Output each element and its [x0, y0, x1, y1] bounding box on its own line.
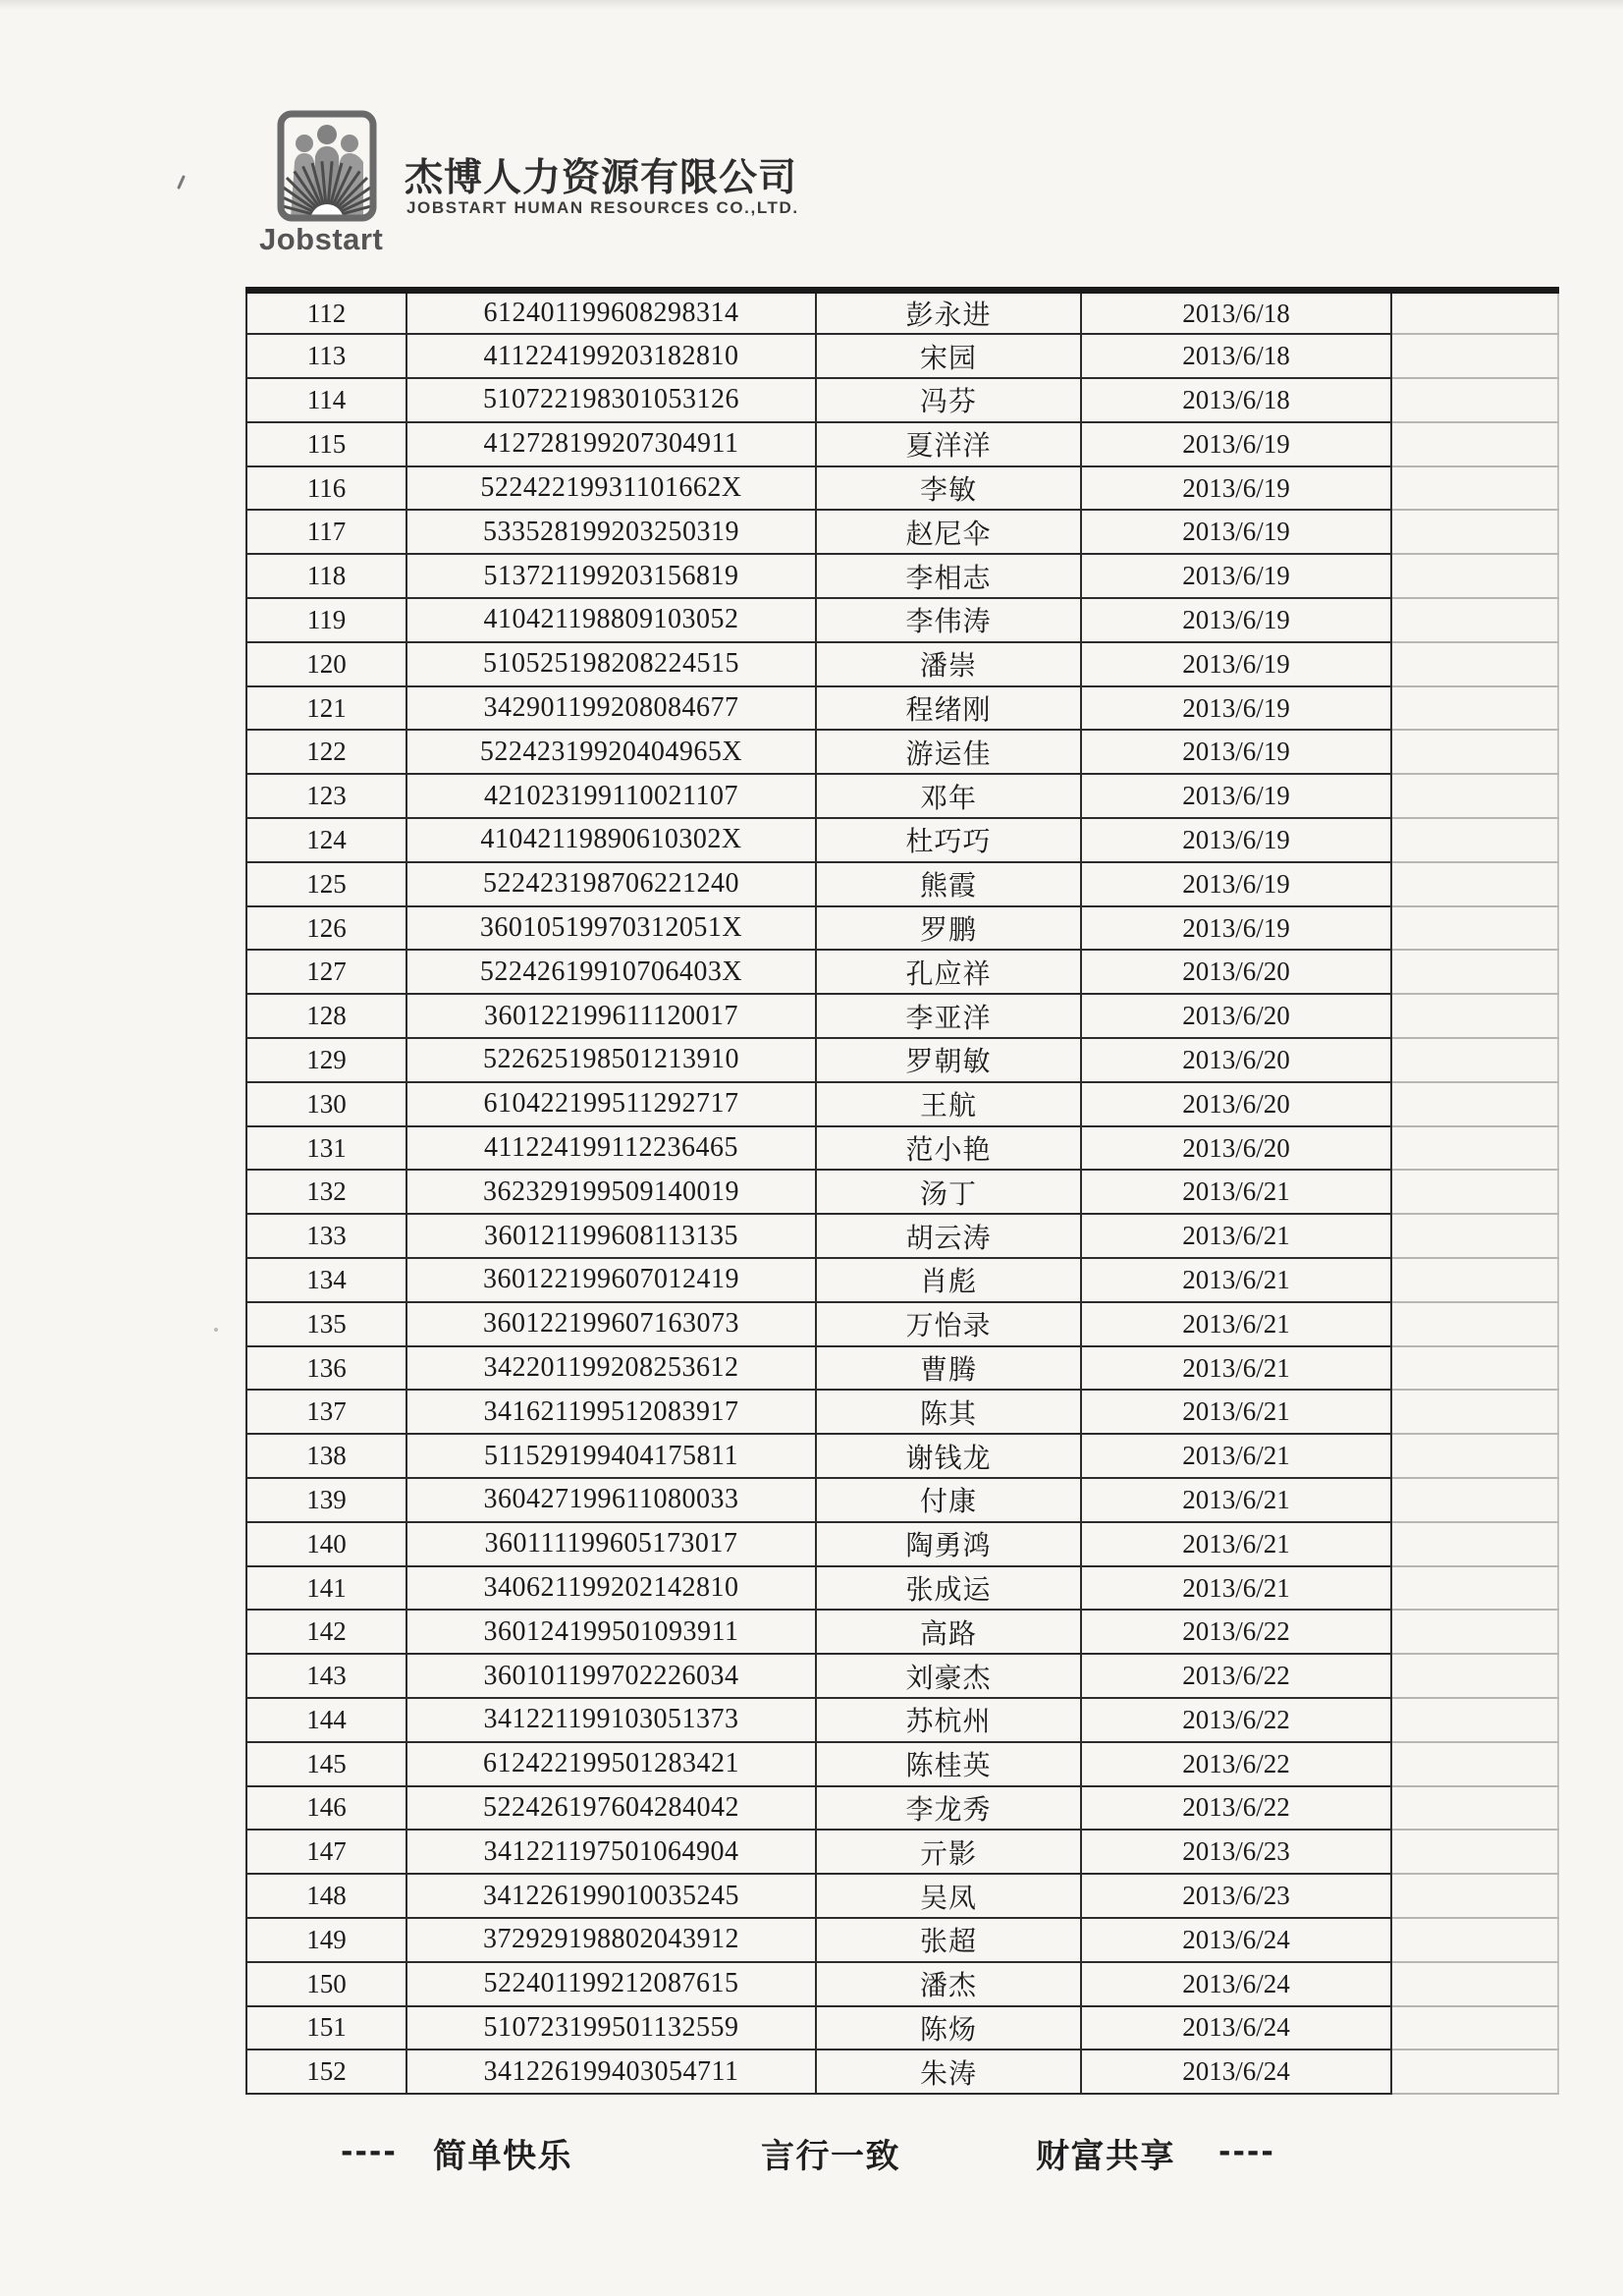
table-row: [246, 1830, 1558, 1874]
date-cell: 2013/6/23: [1081, 1830, 1391, 1874]
name-cell: 潘崇: [816, 642, 1081, 686]
name-cell: 陈其: [816, 1390, 1081, 1434]
footer-dash-right: ----: [1218, 2135, 1275, 2169]
footer-slogan-simple-happy: 简单快乐: [433, 2137, 572, 2176]
name-cell: 张超: [816, 1918, 1081, 1962]
row-number-cell: 138: [246, 1434, 406, 1478]
blank-cell: [1391, 1698, 1558, 1742]
row-number-cell: 148: [246, 1874, 406, 1918]
table-row: [246, 1874, 1558, 1918]
blank-cell: [1391, 1654, 1558, 1698]
blank-cell: [1391, 906, 1558, 951]
name-cell: 朱涛: [816, 2050, 1081, 2094]
name-cell: 曹腾: [816, 1346, 1081, 1391]
id-number-cell: 342201199208253612: [406, 1346, 816, 1391]
row-number-cell: 122: [246, 730, 406, 774]
blank-cell: [1391, 686, 1558, 731]
people-sunrise-icon: [273, 106, 381, 226]
table-row: [246, 334, 1558, 378]
table-row: [246, 1654, 1558, 1698]
date-cell: 2013/6/23: [1081, 1874, 1391, 1918]
table-row: [246, 994, 1558, 1038]
row-number-cell: 141: [246, 1566, 406, 1611]
row-number-cell: 117: [246, 510, 406, 554]
blank-cell: [1391, 1170, 1558, 1214]
id-number-cell: 372929198802043912: [406, 1918, 816, 1962]
name-cell: 张成运: [816, 1566, 1081, 1611]
blank-cell: [1391, 378, 1558, 422]
row-number-cell: 114: [246, 378, 406, 422]
id-number-cell: 52242619910706403X: [406, 950, 816, 994]
name-cell: 李龙秀: [816, 1786, 1081, 1831]
blank-cell: [1391, 291, 1558, 335]
table-row: [246, 1038, 1558, 1082]
row-number-cell: 142: [246, 1610, 406, 1654]
date-cell: 2013/6/21: [1081, 1214, 1391, 1258]
row-number-cell: 149: [246, 1918, 406, 1962]
id-number-cell: 513721199203156819: [406, 554, 816, 598]
date-cell: 2013/6/22: [1081, 1742, 1391, 1786]
row-number-cell: 123: [246, 774, 406, 818]
date-cell: 2013/6/21: [1081, 1258, 1391, 1302]
table-row: [246, 291, 1558, 335]
name-cell: 赵尼伞: [816, 510, 1081, 554]
date-cell: 2013/6/19: [1081, 818, 1391, 862]
footer-slogan-shared-wealth: 财富共享: [1036, 2137, 1175, 2176]
name-cell: 吴凤: [816, 1874, 1081, 1918]
scan-speck: [177, 175, 186, 190]
company-name-chinese: 杰博人力资源有限公司: [405, 156, 798, 200]
table-row: [246, 862, 1558, 906]
scan-speck: [214, 1328, 218, 1332]
row-number-cell: 152: [246, 2050, 406, 2094]
table-row: [246, 730, 1558, 774]
table-row: [246, 1742, 1558, 1786]
blank-cell: [1391, 774, 1558, 818]
blank-cell: [1391, 422, 1558, 466]
blank-cell: [1391, 1874, 1558, 1918]
name-cell: 李伟涛: [816, 598, 1081, 642]
blank-cell: [1391, 598, 1558, 642]
name-cell: 罗鹏: [816, 906, 1081, 951]
id-number-cell: 533528199203250319: [406, 510, 816, 554]
table-row: [246, 1346, 1558, 1391]
table-row: [246, 950, 1558, 994]
row-number-cell: 116: [246, 466, 406, 511]
date-cell: 2013/6/20: [1081, 1038, 1391, 1082]
id-number-cell: 411224199203182810: [406, 334, 816, 378]
id-number-cell: 412728199207304911: [406, 422, 816, 466]
id-number-cell: 341226199010035245: [406, 1874, 816, 1918]
blank-cell: [1391, 466, 1558, 511]
table-row: [246, 1126, 1558, 1171]
table-row: [246, 1302, 1558, 1346]
row-number-cell: 129: [246, 1038, 406, 1082]
name-cell: 孔应祥: [816, 950, 1081, 994]
row-number-cell: 113: [246, 334, 406, 378]
date-cell: 2013/6/24: [1081, 1918, 1391, 1962]
table-row: [246, 642, 1558, 686]
id-number-cell: 510722198301053126: [406, 378, 816, 422]
table-row: [246, 1478, 1558, 1522]
blank-cell: [1391, 2050, 1558, 2094]
blank-cell: [1391, 642, 1558, 686]
scan-edge-artifact: [0, 0, 1623, 10]
name-cell: 冯芬: [816, 378, 1081, 422]
row-number-cell: 136: [246, 1346, 406, 1391]
blank-cell: [1391, 1830, 1558, 1874]
name-cell: 刘豪杰: [816, 1654, 1081, 1698]
name-cell: 万怡录: [816, 1302, 1081, 1346]
row-number-cell: 144: [246, 1698, 406, 1742]
table-row: [246, 554, 1558, 598]
date-cell: 2013/6/19: [1081, 774, 1391, 818]
id-number-cell: 362329199509140019: [406, 1170, 816, 1214]
row-number-cell: 120: [246, 642, 406, 686]
date-cell: 2013/6/22: [1081, 1698, 1391, 1742]
date-cell: 2013/6/18: [1081, 334, 1391, 378]
id-number-cell: 341221199103051373: [406, 1698, 816, 1742]
date-cell: 2013/6/21: [1081, 1302, 1391, 1346]
footer-slogan-words-deeds: 言行一致: [761, 2137, 900, 2176]
date-cell: 2013/6/21: [1081, 1170, 1391, 1214]
id-number-cell: 522426197604284042: [406, 1786, 816, 1831]
row-number-cell: 139: [246, 1478, 406, 1522]
name-cell: 陶勇鸿: [816, 1522, 1081, 1566]
name-cell: 李亚洋: [816, 994, 1081, 1038]
id-number-cell: 41042119890610302X: [406, 818, 816, 862]
id-number-cell: 341621199512083917: [406, 1390, 816, 1434]
row-number-cell: 130: [246, 1082, 406, 1126]
name-cell: 罗朝敏: [816, 1038, 1081, 1082]
date-cell: 2013/6/22: [1081, 1654, 1391, 1698]
roster-table: [245, 287, 1559, 2095]
table-row: [246, 510, 1558, 554]
id-number-cell: 410421198809103052: [406, 598, 816, 642]
name-cell: 熊霞: [816, 862, 1081, 906]
date-cell: 2013/6/22: [1081, 1786, 1391, 1831]
date-cell: 2013/6/19: [1081, 554, 1391, 598]
table-row: [246, 906, 1558, 951]
table-row: [246, 1786, 1558, 1831]
row-number-cell: 137: [246, 1390, 406, 1434]
blank-cell: [1391, 554, 1558, 598]
row-number-cell: 143: [246, 1654, 406, 1698]
blank-cell: [1391, 334, 1558, 378]
date-cell: 2013/6/19: [1081, 862, 1391, 906]
date-cell: 2013/6/19: [1081, 422, 1391, 466]
id-number-cell: 360111199605173017: [406, 1522, 816, 1566]
row-number-cell: 112: [246, 291, 406, 335]
name-cell: 宋园: [816, 334, 1081, 378]
name-cell: 汤丁: [816, 1170, 1081, 1214]
company-name-english: JOBSTART HUMAN RESOURCES CO.,LTD.: [406, 198, 799, 217]
date-cell: 2013/6/20: [1081, 994, 1391, 1038]
table-row: [246, 1258, 1558, 1302]
table-row: [246, 422, 1558, 466]
name-cell: 程绪刚: [816, 686, 1081, 731]
blank-cell: [1391, 730, 1558, 774]
id-number-cell: 360101199702226034: [406, 1654, 816, 1698]
logo-wordmark: Jobstart: [259, 222, 384, 256]
row-number-cell: 134: [246, 1258, 406, 1302]
table-row: [246, 598, 1558, 642]
date-cell: 2013/6/24: [1081, 2006, 1391, 2050]
row-number-cell: 115: [246, 422, 406, 466]
row-number-cell: 118: [246, 554, 406, 598]
date-cell: 2013/6/20: [1081, 1082, 1391, 1126]
id-number-cell: 511529199404175811: [406, 1434, 816, 1478]
date-cell: 2013/6/21: [1081, 1478, 1391, 1522]
date-cell: 2013/6/21: [1081, 1522, 1391, 1566]
id-number-cell: 52242219931101662X: [406, 466, 816, 511]
table-row: [246, 2050, 1558, 2094]
table-row: [246, 1434, 1558, 1478]
id-number-cell: 360121199608113135: [406, 1214, 816, 1258]
id-number-cell: 340621199202142810: [406, 1566, 816, 1611]
date-cell: 2013/6/18: [1081, 291, 1391, 335]
name-cell: 范小艳: [816, 1126, 1081, 1171]
blank-cell: [1391, 1522, 1558, 1566]
blank-cell: [1391, 1346, 1558, 1391]
id-number-cell: 360122199611120017: [406, 994, 816, 1038]
blank-cell: [1391, 1258, 1558, 1302]
id-number-cell: 522423198706221240: [406, 862, 816, 906]
id-number-cell: 612401199608298314: [406, 291, 816, 335]
date-cell: 2013/6/21: [1081, 1566, 1391, 1611]
row-number-cell: 132: [246, 1170, 406, 1214]
blank-cell: [1391, 1302, 1558, 1346]
row-number-cell: 126: [246, 906, 406, 951]
blank-cell: [1391, 1478, 1558, 1522]
date-cell: 2013/6/21: [1081, 1390, 1391, 1434]
blank-cell: [1391, 862, 1558, 906]
date-cell: 2013/6/19: [1081, 730, 1391, 774]
footer-dash-left: ----: [341, 2135, 398, 2169]
name-cell: 杜巧巧: [816, 818, 1081, 862]
id-number-cell: 360124199501093911: [406, 1610, 816, 1654]
table-row: [246, 378, 1558, 422]
row-number-cell: 140: [246, 1522, 406, 1566]
blank-cell: [1391, 1082, 1558, 1126]
table-row: [246, 1610, 1558, 1654]
name-cell: 游运佳: [816, 730, 1081, 774]
table-row: [246, 466, 1558, 511]
name-cell: 苏杭州: [816, 1698, 1081, 1742]
blank-cell: [1391, 818, 1558, 862]
id-number-cell: 52242319920404965X: [406, 730, 816, 774]
blank-cell: [1391, 1038, 1558, 1082]
id-number-cell: 341226199403054711: [406, 2050, 816, 2094]
name-cell: 彭永进: [816, 291, 1081, 335]
date-cell: 2013/6/20: [1081, 1126, 1391, 1171]
id-number-cell: 510723199501132559: [406, 2006, 816, 2050]
name-cell: 夏洋洋: [816, 422, 1081, 466]
row-number-cell: 145: [246, 1742, 406, 1786]
id-number-cell: 610422199511292717: [406, 1082, 816, 1126]
id-number-cell: 36010519970312051X: [406, 906, 816, 951]
date-cell: 2013/6/24: [1081, 2050, 1391, 2094]
row-number-cell: 119: [246, 598, 406, 642]
name-cell: 陈炀: [816, 2006, 1081, 2050]
table-row: [246, 1390, 1558, 1434]
table-row: [246, 1214, 1558, 1258]
table-row: [246, 1522, 1558, 1566]
id-number-cell: 360122199607163073: [406, 1302, 816, 1346]
blank-cell: [1391, 1214, 1558, 1258]
table-row: [246, 686, 1558, 731]
row-number-cell: 128: [246, 994, 406, 1038]
name-cell: 李相志: [816, 554, 1081, 598]
id-number-cell: 341221197501064904: [406, 1830, 816, 1874]
name-cell: 谢钱龙: [816, 1434, 1081, 1478]
date-cell: 2013/6/19: [1081, 466, 1391, 511]
blank-cell: [1391, 2006, 1558, 2050]
row-number-cell: 135: [246, 1302, 406, 1346]
id-number-cell: 342901199208084677: [406, 686, 816, 731]
blank-cell: [1391, 510, 1558, 554]
blank-cell: [1391, 1126, 1558, 1171]
id-number-cell: 522401199212087615: [406, 1962, 816, 2006]
name-cell: 陈桂英: [816, 1742, 1081, 1786]
date-cell: 2013/6/19: [1081, 906, 1391, 951]
row-number-cell: 147: [246, 1830, 406, 1874]
row-number-cell: 146: [246, 1786, 406, 1831]
date-cell: 2013/6/18: [1081, 378, 1391, 422]
blank-cell: [1391, 1786, 1558, 1831]
id-number-cell: 522625198501213910: [406, 1038, 816, 1082]
table-row: [246, 1082, 1558, 1126]
date-cell: 2013/6/24: [1081, 1962, 1391, 2006]
blank-cell: [1391, 1610, 1558, 1654]
table-row: [246, 818, 1558, 862]
table-row: [246, 774, 1558, 818]
blank-cell: [1391, 1566, 1558, 1611]
row-number-cell: 125: [246, 862, 406, 906]
id-number-cell: 612422199501283421: [406, 1742, 816, 1786]
blank-cell: [1391, 1390, 1558, 1434]
date-cell: 2013/6/19: [1081, 510, 1391, 554]
name-cell: 亓影: [816, 1830, 1081, 1874]
blank-cell: [1391, 1918, 1558, 1962]
table-row: [246, 1566, 1558, 1611]
id-number-cell: 360122199607012419: [406, 1258, 816, 1302]
row-number-cell: 127: [246, 950, 406, 994]
company-logo: [273, 106, 381, 226]
row-number-cell: 150: [246, 1962, 406, 2006]
row-number-cell: 131: [246, 1126, 406, 1171]
date-cell: 2013/6/19: [1081, 598, 1391, 642]
roster-table-body: [246, 291, 1558, 2095]
row-number-cell: 151: [246, 2006, 406, 2050]
name-cell: 肖彪: [816, 1258, 1081, 1302]
table-row: [246, 2006, 1558, 2050]
table-row: [246, 1698, 1558, 1742]
id-number-cell: 360427199611080033: [406, 1478, 816, 1522]
name-cell: 李敏: [816, 466, 1081, 511]
blank-cell: [1391, 994, 1558, 1038]
id-number-cell: 411224199112236465: [406, 1126, 816, 1171]
row-number-cell: 124: [246, 818, 406, 862]
name-cell: 胡云涛: [816, 1214, 1081, 1258]
table-row: [246, 1170, 1558, 1214]
name-cell: 王航: [816, 1082, 1081, 1126]
blank-cell: [1391, 950, 1558, 994]
name-cell: 邓年: [816, 774, 1081, 818]
table-row: [246, 1918, 1558, 1962]
date-cell: 2013/6/19: [1081, 686, 1391, 731]
row-number-cell: 121: [246, 686, 406, 731]
name-cell: 高路: [816, 1610, 1081, 1654]
blank-cell: [1391, 1742, 1558, 1786]
name-cell: 潘杰: [816, 1962, 1081, 2006]
id-number-cell: 421023199110021107: [406, 774, 816, 818]
row-number-cell: 133: [246, 1214, 406, 1258]
date-cell: 2013/6/20: [1081, 950, 1391, 994]
date-cell: 2013/6/22: [1081, 1610, 1391, 1654]
name-cell: 付康: [816, 1478, 1081, 1522]
date-cell: 2013/6/21: [1081, 1434, 1391, 1478]
id-number-cell: 510525198208224515: [406, 642, 816, 686]
table-row: [246, 1962, 1558, 2006]
date-cell: 2013/6/21: [1081, 1346, 1391, 1391]
date-cell: 2013/6/19: [1081, 642, 1391, 686]
blank-cell: [1391, 1434, 1558, 1478]
blank-cell: [1391, 1962, 1558, 2006]
